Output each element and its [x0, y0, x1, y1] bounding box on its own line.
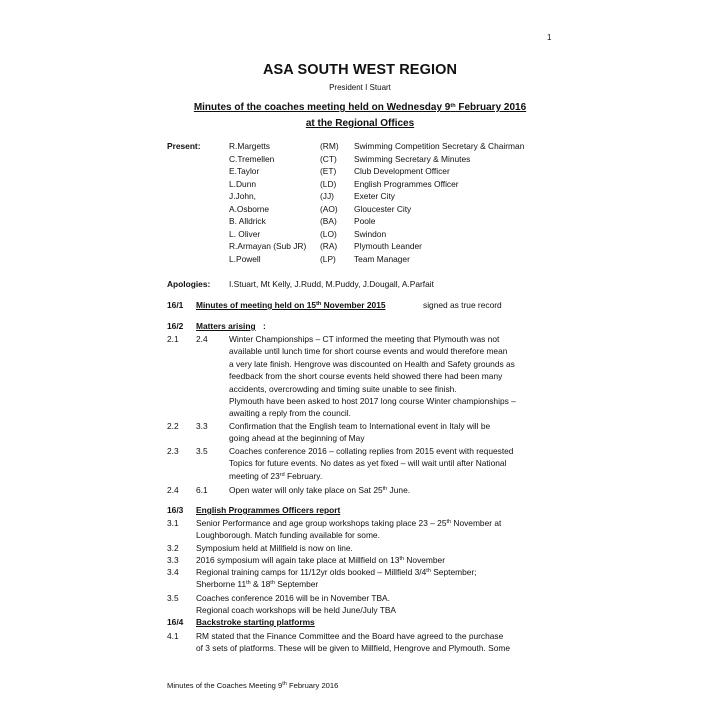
- attendee-initials: (ET): [320, 166, 337, 176]
- attendee-initials: (RA): [320, 241, 338, 251]
- minute-item-4-1: [167, 630, 567, 656]
- item-text-line: meeting of 23rd February.: [229, 470, 323, 481]
- attendee-row: [229, 154, 589, 166]
- minute-item-2-3: [167, 445, 567, 483]
- meeting-heading-line2: at the Regional Offices: [305, 118, 415, 129]
- item-text-line: of 3 sets of platforms. These will be given to Millfield, Hengrove and Plymouth. Some: [196, 643, 511, 654]
- item-text-line: Plymouth have been asked to host 2017 long course Winter championships –: [229, 396, 516, 406]
- attendee-row: [229, 191, 589, 203]
- attendee-name: A.Osborne: [229, 203, 270, 214]
- attendee-role: Swimming Competition Secretary & Chairman: [354, 141, 525, 151]
- section-colon: :: [263, 321, 266, 331]
- item-number: 3.2: [167, 543, 179, 553]
- item-number: 3.4: [167, 567, 179, 577]
- item-number: 3.3: [167, 555, 179, 565]
- item-number: 2.3: [167, 446, 179, 456]
- item-text-line: accidents, overcrowding and timing suite unable to see finish.: [229, 383, 457, 394]
- present-label: Present:: [167, 141, 201, 151]
- attendee-initials: (JJ): [320, 191, 334, 201]
- attendee-initials: (BA): [320, 216, 337, 226]
- item-text-line: going ahead at the beginning of May: [229, 433, 365, 444]
- attendee-role: Poole: [354, 216, 376, 226]
- apologies-label: Apologies:: [167, 279, 211, 289]
- item-text-line: Symposium held at Millfield is now on line.: [196, 543, 353, 553]
- item-text-line: 2016 symposium will again take place at Millfield on 13th November: [196, 555, 445, 565]
- minute-item-3-4: [167, 566, 567, 592]
- attendee-row: [229, 216, 589, 228]
- attendee-name: J.John,: [229, 191, 257, 201]
- attendee-role: Plymouth Leander: [354, 241, 422, 251]
- attendee-initials: (AO): [320, 203, 338, 214]
- attendee-name: E.Taylor: [229, 166, 260, 176]
- attendee-name: L. Oliver: [229, 228, 261, 239]
- item-text-line: Confirmation that the English team to International event in Italy will be: [229, 421, 491, 431]
- item-text-line: Senior Performance and age group workshops taking place 23 – 25th November at: [196, 518, 502, 528]
- attendee-row: [229, 241, 589, 253]
- attendee-row: [229, 166, 589, 178]
- minute-item-2-2: [167, 420, 567, 446]
- attendee-row: [229, 179, 589, 191]
- item-text-line: Topics for future events. No dates as yet fixed – will wait until after National: [229, 458, 507, 469]
- minute-item-2-4: [167, 484, 567, 497]
- attendee-role: Gloucester City: [354, 203, 412, 214]
- attendee-row: [229, 254, 589, 266]
- section-number: 16/3: [167, 505, 184, 515]
- item-number: 3.1: [167, 518, 179, 528]
- item-text-line: Regional coach workshops will be held June/July TBA: [196, 605, 397, 616]
- item-ref-number: 3.3: [196, 421, 208, 431]
- attendee-name: L.Dunn: [229, 178, 257, 189]
- attendee-initials: (CT): [320, 153, 337, 164]
- attendee-role: English Programmes Officer: [354, 178, 459, 189]
- item-number: 4.1: [167, 631, 179, 641]
- item-text-line: available until lunch time for short course events and would therefore mean: [229, 346, 508, 357]
- item-text-line: a very late finish. Hengrove was discounted on Health and Safety grounds as: [229, 358, 515, 369]
- section-number: 16/1: [167, 300, 184, 310]
- attendee-role: Team Manager: [354, 253, 410, 264]
- item-number: 2.2: [167, 421, 179, 431]
- apologies-text: I.Stuart, Mt Kelly, J.Rudd, M.Puddy, J.Dougall, A.Parfait: [229, 279, 434, 289]
- attendee-row: [229, 204, 589, 216]
- attendee-role: Club Development Officer: [354, 166, 450, 176]
- attendee-name: R.Margetts: [229, 141, 270, 151]
- attendee-role: Swindon: [354, 228, 387, 239]
- attendee-name: L.Powell: [229, 253, 261, 264]
- attendee-row: [229, 229, 589, 241]
- section-note: signed as true record: [423, 300, 502, 310]
- item-ref-number: 6.1: [196, 485, 208, 495]
- attendee-name: R.Armayan (Sub JR): [229, 241, 307, 251]
- item-text-line: awaiting a reply from the council.: [229, 408, 351, 419]
- document-subtitle: President I Stuart: [329, 83, 391, 92]
- attendee-initials: (RM): [320, 141, 339, 151]
- document-title: ASA SOUTH WEST REGION: [262, 62, 458, 78]
- minute-item-3-5: [167, 592, 567, 618]
- attendee-initials: (LO): [320, 228, 337, 239]
- item-text-line: feedback from the short course events held showed there had been many: [229, 371, 503, 382]
- page-footer: Minutes of the Coaches Meeting 9th February 2016: [167, 681, 339, 690]
- section-number: 16/4: [167, 617, 184, 627]
- page-number: 1: [547, 33, 552, 42]
- section-title: Matters arising: [196, 321, 256, 331]
- minute-item-2-1: [167, 333, 567, 423]
- section-number: 16/2: [167, 321, 184, 331]
- item-number: 3.5: [167, 593, 179, 603]
- attendee-role: Swimming Secretary & Minutes: [354, 153, 471, 164]
- attendee-initials: (LP): [320, 253, 336, 264]
- item-text-line: Coaches conference 2016 – collating replies from 2015 event with requested: [229, 446, 514, 456]
- item-text-line: Coaches conference 2016 will be in November TBA.: [196, 593, 390, 603]
- attendee-row: [229, 141, 589, 153]
- item-text-line: Regional training camps for 11/12yr olds booked – Millfield 3/4th September;: [196, 567, 477, 577]
- item-number: 2.4: [167, 485, 179, 495]
- attendee-name: B. Alldrick: [229, 216, 266, 226]
- item-ref-number: 3.5: [196, 446, 208, 456]
- item-text-line: Open water will only take place on Sat 25th June.: [229, 485, 411, 495]
- item-number: 2.1: [167, 334, 179, 344]
- section-title: Backstroke starting platforms: [196, 617, 315, 627]
- section-title: Minutes of meeting held on 15th November 2015: [196, 300, 386, 310]
- meeting-heading-line1: Minutes of the coaches meeting held on Wednesday 9th February 2016: [193, 102, 527, 113]
- section-title: English Programmes Officers report: [196, 505, 341, 515]
- item-text-line: RM stated that the Finance Committee and the Board have agreed to the purchase: [196, 631, 504, 641]
- attendee-name: C.Tremellen: [229, 153, 275, 164]
- minute-item-3-1: [167, 517, 567, 543]
- item-text-line: Sherborne 11th & 18th September: [196, 579, 319, 590]
- attendee-role: Exeter City: [354, 191, 395, 201]
- item-text-line: Winter Championships – CT informed the meeting that Plymouth was not: [229, 334, 500, 344]
- item-ref-number: 2.4: [196, 334, 208, 344]
- attendee-initials: (LD): [320, 178, 337, 189]
- item-text-line: Loughborough. Match funding available for some.: [196, 530, 380, 541]
